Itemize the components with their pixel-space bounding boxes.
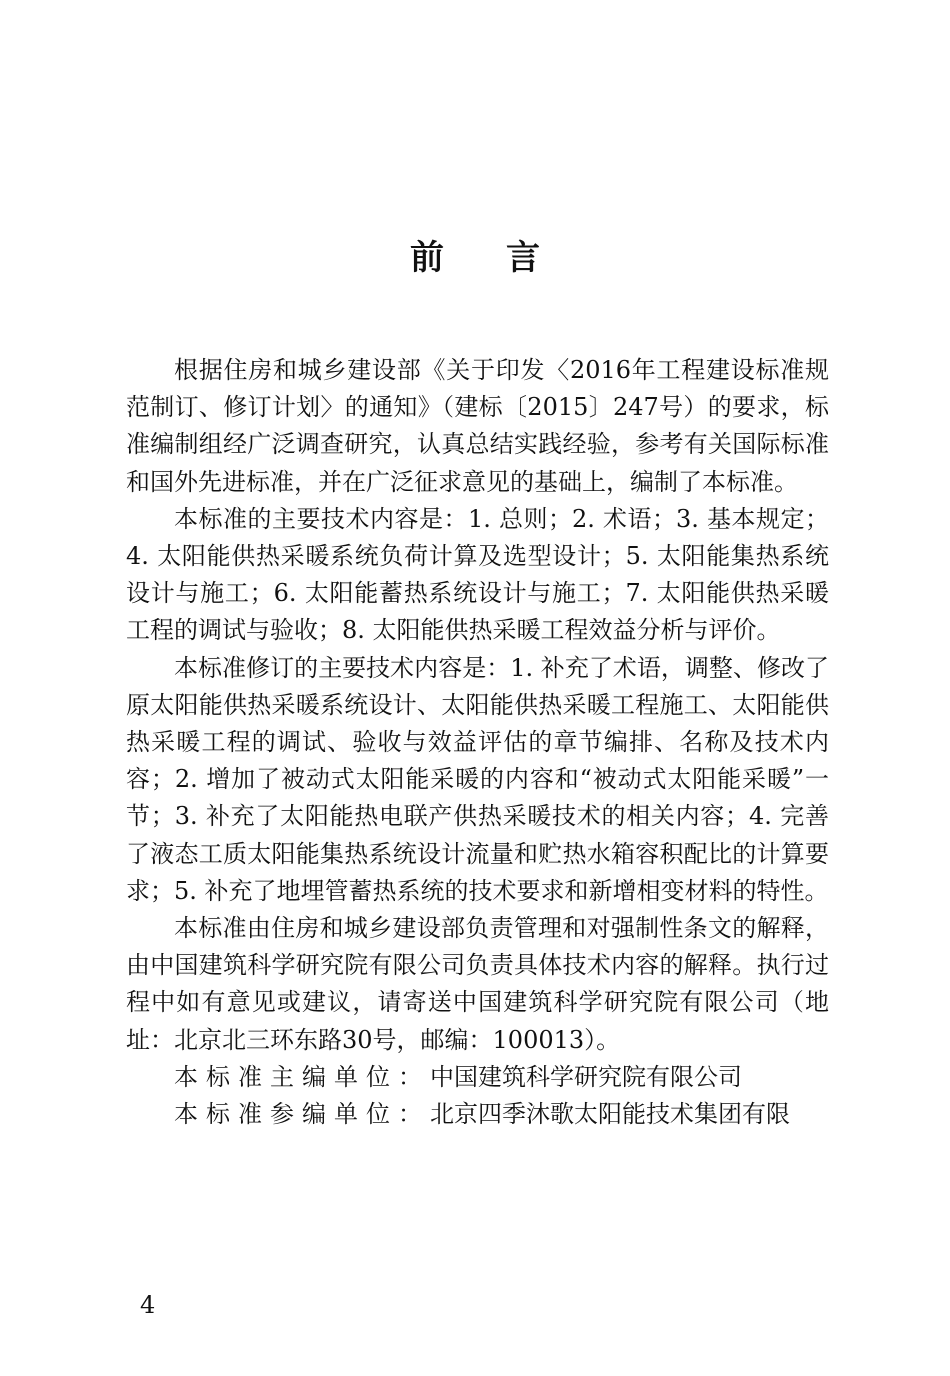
paragraph-management: 本标准由住房和城乡建设部负责管理和对强制性条文的解释，由中国建筑科学研究院有限公司负责具体技术内容的解释。执行过程中如有意见或建议，请寄送中国建筑科学研究院有限公司（地址：北京北三环东路30号，邮编：100013）。: [126, 914, 829, 1054]
participating-unit-value: 北京四季沐歌太阳能技术集团有限: [430, 1100, 790, 1129]
chief-editor-unit-value: 中国建筑科学研究院有限公司: [430, 1062, 742, 1091]
page-title: 前言: [410, 238, 602, 278]
chief-editor-unit: [126, 1059, 829, 1096]
chief-editor-unit-label: 本标准主编单位：: [174, 1062, 430, 1091]
paragraph-basis: 根据住房和城乡建设部《关于印发〈2016年工程建设标准规范制订、修订计划〉的通知》（建标〔2015〕247号）的要求，标准编制组经广泛调查研究，认真总结实践经验，参考有关国际标准和国外先进标准，并在广泛征求意见的基础上，编制了本标准。: [126, 356, 829, 496]
paragraph-revision-content: 本标准修订的主要技术内容是：1. 补充了术语，调整、修改了原太阳能供热采暖系统设计、太阳能供热采暖工程施工、太阳能供热采暖工程的调试、验收与效益评估的章节编排、名称及技术内容；2. 增加了被动式太阳能采暖的内容和“被动式太阳能采暖”一节；3. 补充了太阳能热电联产供热采暖技术的相关内容；4. 完善了液态工质太阳能集热系统设计流量和贮热水箱容积配比的计算要求；5. 补充了地埋管蓄热系统的技术要求和新增相变材料的特性。: [126, 653, 829, 905]
participating-unit-label: 本标准参编单位：: [174, 1100, 430, 1129]
preface-body: [126, 352, 829, 1133]
paragraph-main-content: 本标准的主要技术内容是：1. 总则；2. 术语；3. 基本规定；4. 太阳能供热采暖系统负荷计算及选型设计；5. 太阳能集热系统设计与施工；6. 太阳能蓄热系统设计与施工；7. 太阳能供热采暖工程的调试与验收；8. 太阳能供热采暖工程效益分析与评价。: [126, 504, 829, 645]
page-number: 4: [140, 1291, 156, 1319]
participating-unit: [126, 1096, 829, 1133]
